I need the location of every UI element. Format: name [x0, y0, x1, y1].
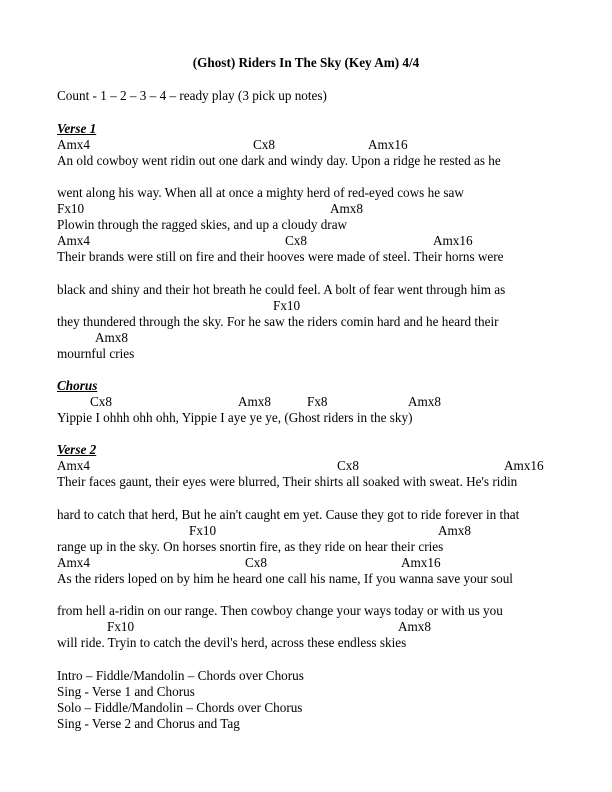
lyric-line: Their brands were still on fire and their hooves were made of steel. Their horns were: [57, 249, 504, 264]
chord: Amx4: [57, 233, 90, 248]
arrangement-line: Sing - Verse 1 and Chorus: [57, 684, 195, 699]
chord-row: [57, 458, 577, 474]
chord-row: [57, 298, 577, 314]
chord: Amx8: [238, 394, 271, 409]
chorus-heading: Chorus: [57, 378, 98, 393]
chord: Fx8: [307, 394, 328, 409]
lyric-line: mournful cries: [57, 346, 135, 361]
song-title: (Ghost) Riders In The Sky (Key Am) 4/4: [192, 55, 420, 70]
chord: Amx16: [401, 555, 441, 570]
chord: Amx16: [433, 233, 473, 248]
chord: Cx8: [245, 555, 267, 570]
chord-row: [57, 137, 577, 153]
chord: Cx8: [337, 458, 359, 473]
chord-row: [57, 233, 577, 249]
chord: Cx8: [253, 137, 275, 152]
arrangement-line: Intro – Fiddle/Mandolin – Chords over Chorus: [57, 668, 304, 683]
count-in-line: Count - 1 – 2 – 3 – 4 – ready play (3 pick up notes): [57, 88, 327, 103]
lyric-line: went along his way. When all at once a mighty herd of red-eyed cows he saw: [57, 185, 464, 200]
lyric-line: will ride. Tryin to catch the devil's herd, across these endless skies: [57, 635, 407, 650]
lyric-line: Plowin through the ragged skies, and up a cloudy draw: [57, 217, 348, 232]
lyric-line: they thundered through the sky. For he saw the riders comin hard and he heard their: [57, 314, 499, 329]
chord-row: [57, 394, 577, 410]
chord: Amx4: [57, 555, 90, 570]
chord-row: [57, 619, 577, 635]
chord: Amx8: [330, 201, 363, 216]
chord: Amx8: [408, 394, 441, 409]
arrangement-line: Solo – Fiddle/Mandolin – Chords over Chorus: [57, 700, 303, 715]
chord: Cx8: [90, 394, 112, 409]
chord: Fx10: [273, 298, 301, 313]
chord-row: [57, 330, 577, 346]
chord: Cx8: [285, 233, 307, 248]
chord: Fx10: [57, 201, 85, 216]
arrangement-line: Sing - Verse 2 and Chorus and Tag: [57, 716, 240, 731]
lyric-line: Yippie I ohhh ohh ohh, Yippie I aye ye ye, (Ghost riders in the sky): [57, 410, 413, 425]
chord: Fx10: [189, 523, 217, 538]
chord: Amx16: [368, 137, 408, 152]
lyric-line: As the riders loped on by him he heard one call his name, If you wanna save your soul: [57, 571, 513, 586]
chord: Amx8: [95, 330, 128, 345]
chord: Amx8: [398, 619, 431, 634]
lyric-line: range up in the sky. On horses snortin fire, as they ride on hear their cries: [57, 539, 444, 554]
lyric-line: Their faces gaunt, their eyes were blurred, Their shirts all soaked with sweat. He's ridin: [57, 474, 518, 489]
chord-row: [57, 555, 577, 571]
lyric-line: from hell a-ridin on our range. Then cowboy change your ways today or with us you: [57, 603, 503, 618]
lyric-line: hard to catch that herd, But he ain't caught em yet. Cause they got to ride forever in that: [57, 507, 520, 522]
chord: Amx4: [57, 137, 90, 152]
chord: Amx8: [438, 523, 471, 538]
chord-row: [57, 523, 577, 539]
verse-1-heading: Verse 1: [57, 121, 97, 136]
chord: Amx16: [504, 458, 544, 473]
verse-2-heading: Verse 2: [57, 442, 97, 457]
lyric-line: black and shiny and their hot breath he could feel. A bolt of fear went through him as: [57, 282, 506, 297]
lyric-line: An old cowboy went ridin out one dark and windy day. Upon a ridge he rested as he: [57, 153, 501, 168]
chord: Fx10: [107, 619, 135, 634]
chord: Amx4: [57, 458, 90, 473]
chord-row: [57, 201, 577, 217]
